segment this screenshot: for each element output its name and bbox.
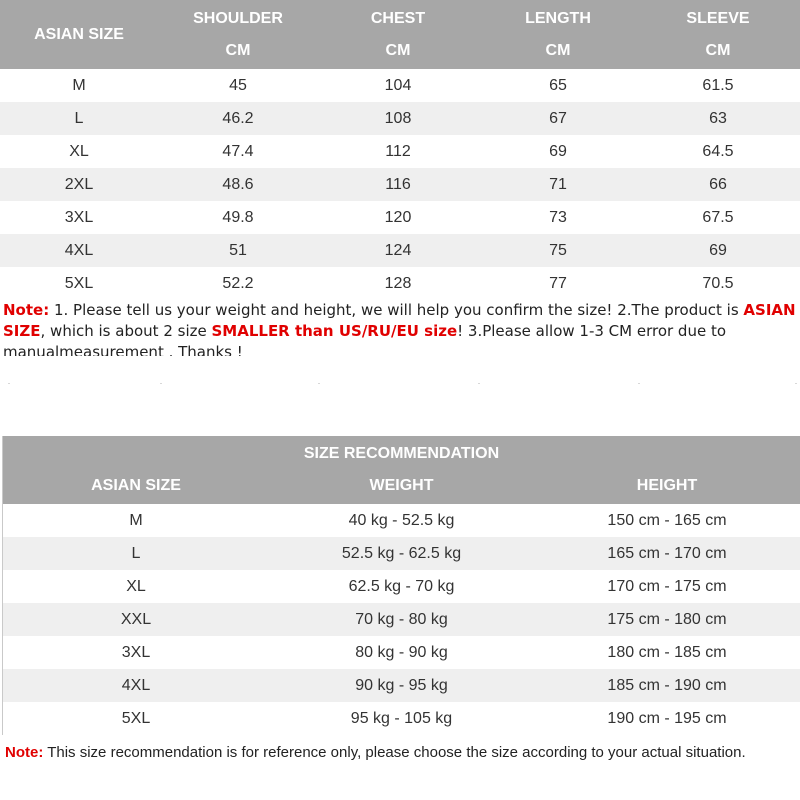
table-cell: 48.6 [222, 175, 254, 193]
table-cell: 4XL [121, 676, 151, 694]
table-row [3, 702, 800, 735]
table-cell: 170 cm - 175 cm [607, 577, 727, 595]
table-row [0, 168, 800, 201]
table-cell: 150 cm - 165 cm [607, 511, 727, 529]
recommendation-header [3, 436, 800, 504]
header-chest: CHEST [370, 10, 426, 27]
size-note [3, 300, 799, 356]
table-cell: XXL [120, 610, 152, 628]
table-cell: 40 kg - 52.5 kg [348, 511, 455, 529]
table-cell: 61.5 [702, 76, 734, 94]
table-row [0, 267, 800, 300]
table-row [3, 603, 800, 636]
table-cell: L [74, 109, 84, 127]
table-cell: 180 cm - 185 cm [607, 643, 727, 661]
table-cell: 185 cm - 190 cm [607, 676, 727, 694]
table-cell: 165 cm - 170 cm [607, 544, 727, 562]
note-label: Note: [3, 301, 50, 319]
table-cell: 95 kg - 105 kg [350, 709, 453, 727]
table-cell: 5XL [121, 709, 151, 727]
table-cell: 108 [384, 109, 412, 127]
table-cell: 3XL [64, 208, 94, 226]
table-cell: 104 [384, 76, 412, 94]
table-cell: 128 [384, 274, 412, 292]
header-sleeve-unit: CM [705, 42, 731, 59]
recommendation-title: SIZE RECOMMENDATION [303, 445, 500, 462]
header-length: LENGTH [525, 10, 591, 27]
header-sleeve: SLEEVE [686, 10, 750, 27]
header-chest-unit: CM [385, 42, 411, 59]
note-smaller: SMALLER than US/RU/EU size [211, 322, 458, 340]
table-cell: 4XL [64, 241, 94, 259]
table-row [3, 570, 800, 603]
size-chart-table [0, 0, 800, 300]
divider [0, 383, 800, 385]
table-cell: 69 [709, 241, 727, 259]
table-cell: 70.5 [702, 274, 734, 292]
table-cell: 70 kg - 80 kg [355, 610, 448, 628]
table-row [3, 537, 800, 570]
note-text-c: ! 3.Please allow 1-3 CM error due to manualmeasurement . Thanks ! [3, 322, 727, 356]
header-asian-size: ASIAN SIZE [34, 26, 124, 43]
table-cell: 116 [385, 175, 411, 193]
table-cell: 120 [384, 208, 412, 226]
table-cell: 90 kg - 95 kg [355, 676, 448, 694]
table-cell: 49.8 [222, 208, 254, 226]
table-row [3, 504, 800, 537]
table-row [0, 201, 800, 234]
table-cell: 3XL [121, 643, 151, 661]
table-cell: 45 [229, 76, 247, 94]
table-cell: 175 cm - 180 cm [607, 610, 727, 628]
table-cell: 71 [549, 175, 567, 193]
size-recommendation-table [2, 436, 800, 735]
rec-header-asian-size: ASIAN SIZE [91, 477, 181, 494]
header-shoulder-unit: CM [225, 42, 251, 59]
note2-text: This size recommendation is for reference only, please choose the size according to your actual situation. [43, 744, 746, 761]
table-cell: XL [126, 577, 146, 595]
header-length-unit: CM [545, 42, 571, 59]
note-asian-size: ASIAN SIZE [3, 301, 796, 340]
table-cell: M [129, 511, 143, 529]
table-cell: 52.5 kg - 62.5 kg [341, 544, 462, 562]
table-cell: 65 [549, 76, 567, 94]
note2-label: Note: [5, 744, 44, 761]
recommendation-note [5, 742, 795, 763]
size-chart-body [0, 69, 800, 300]
table-cell: 69 [549, 142, 567, 160]
table-row [0, 234, 800, 267]
table-row [0, 135, 800, 168]
table-cell: 2XL [64, 175, 94, 193]
table-cell: 52.2 [222, 274, 254, 292]
table-cell: 51 [229, 241, 247, 259]
table-cell: 80 kg - 90 kg [355, 643, 448, 661]
table-cell: 75 [549, 241, 567, 259]
recommendation-body [3, 504, 800, 735]
table-cell: 77 [549, 274, 567, 292]
table-cell: L [131, 544, 141, 562]
rec-header-weight: WEIGHT [369, 477, 434, 494]
table-row [3, 636, 800, 669]
table-cell: 67.5 [702, 208, 734, 226]
table-cell: 5XL [64, 274, 94, 292]
table-cell: 63 [709, 109, 727, 127]
table-row [3, 669, 800, 702]
size-chart-header [0, 0, 800, 69]
table-cell: 64.5 [702, 142, 734, 160]
note-text-a: 1. Please tell us your weight and height, we will help you confirm the size! 2.The product is [49, 301, 744, 319]
table-cell: XL [69, 142, 89, 160]
table-cell: M [72, 76, 86, 94]
table-row [0, 69, 800, 102]
table-row [0, 102, 800, 135]
table-cell: 73 [549, 208, 567, 226]
rec-header-height: HEIGHT [636, 477, 698, 494]
note-text-b: , which is about 2 size [40, 322, 212, 340]
table-cell: 66 [709, 175, 727, 193]
table-cell: 46.2 [222, 109, 254, 127]
header-shoulder: SHOULDER [193, 10, 283, 27]
table-cell: 190 cm - 195 cm [607, 709, 727, 727]
table-cell: 67 [549, 109, 567, 127]
table-cell: 112 [385, 142, 411, 160]
table-cell: 124 [384, 241, 412, 259]
table-cell: 62.5 kg - 70 kg [348, 577, 455, 595]
table-cell: 47.4 [222, 142, 254, 160]
